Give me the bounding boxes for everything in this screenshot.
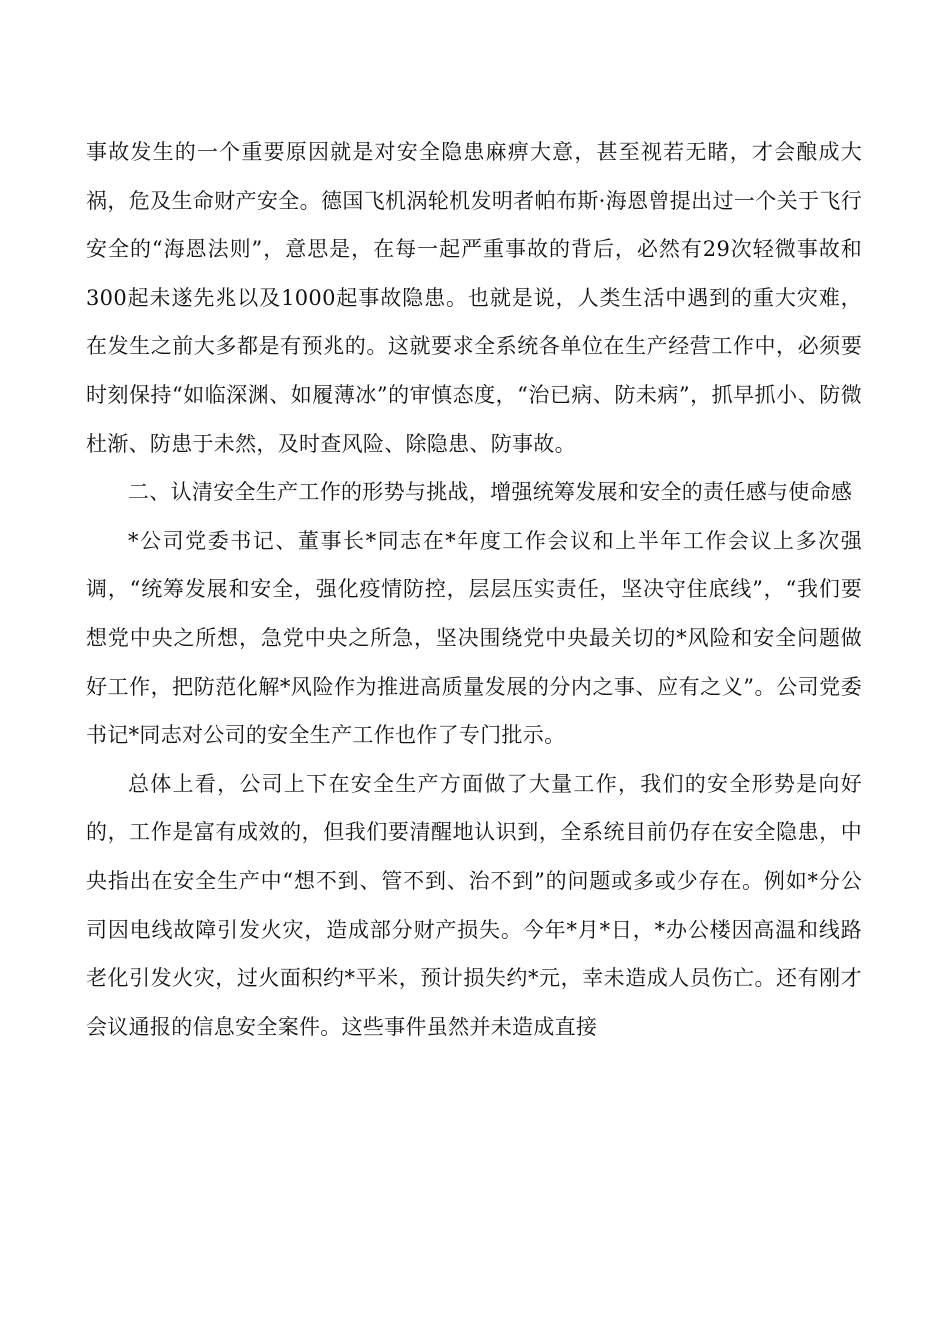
paragraph-leadership-instructions: *公司党委书记、董事长*同志在*年度工作会议和上半年工作会议上多次强调，“统筹发展和安全，强化疫情防控，层层压实责任，坚决守住底线”，“我们要想党中央之所想，急党中央之所急，坚决围绕党中央最关切的*风险和安全问题做好工作，把防范化解*风险作为推进高质量发展的分内之事、应有之义”。公司党委书记*同志对公司的安全生产工作也作了专门批示。 — [86, 528, 862, 748]
paragraph-safety-situation: 总体上看，公司上下在安全生产方面做了大量工作，我们的安全形势是向好的，工作是富有成效的，但我们要清醒地认识到，全系统目前仍存在安全隐患，中央指出在安全生产中“想不到、管不到、治不到”的问题或多或少存在。例如*分公司因电线故障引发火灾，造成部分财产损失。今年*月*日，*办公楼因高温和线路老化引发火灾，过火面积约*平米，预计损失约*元，幸未造成人员伤亡。还有刚才会议通报的信息安全案件。这些事件虽然并未造成直接 — [86, 771, 862, 1039]
section-heading-2: 二、认清安全生产工作的形势与挑战，增强统筹发展和安全的责任感与使命感 — [128, 480, 853, 505]
paragraph-accident-causes: 事故发生的一个重要原因就是对安全隐患麻痹大意，甚至视若无睹，才会酿成大祸，危及生命财产安全。德国飞机涡轮机发明者帕布斯·海恩曾提出过一个关于飞行安全的“海恩法则”，意思是，在每一起严重事故的背后，必然有29次轻微事故和300起未遂先兆以及1000起事故隐患。也就是说，人类生活中遇到的重大灾难，在发生之前大多都是有预兆的。这就要求全系统各单位在生产经营工作中，必须要时刻保持“如临深渊、如履薄冰”的审慎态度，“治已病、防未病”，抓早抓小、防微杜渐、防患于未然，及时查风险、除隐患、防事故。 — [86, 140, 862, 456]
document-body — [86, 128, 862, 1051]
